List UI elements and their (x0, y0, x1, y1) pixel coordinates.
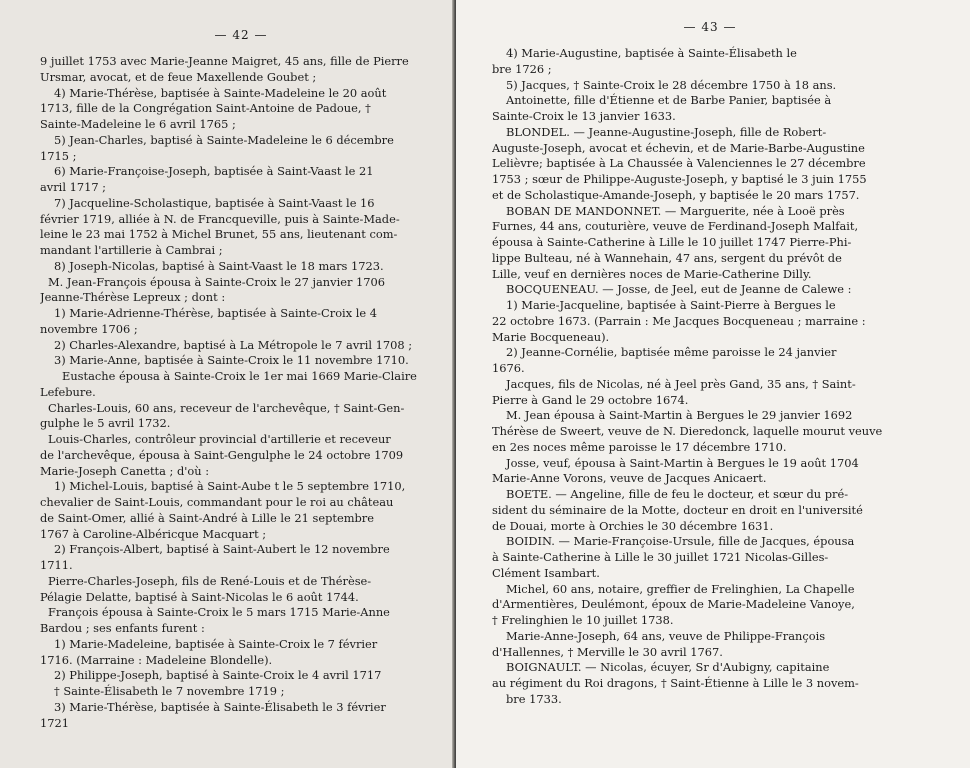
text-line: 1) Marie-Madeleine, baptisée à Sainte-Croix le 7 février (54, 636, 378, 651)
text-line: au régiment du Roi dragons, † Saint-Étienne à Lille le 3 novem- (492, 676, 859, 690)
text-line: sident du séminaire de la Motte, docteur en droit en l'université (492, 502, 863, 517)
text-line: 4) Marie-Thérèse, baptisée à Sainte-Madeleine le 20 août (54, 85, 387, 100)
text-line: 22 octobre 1673. (Parrain : Me Jacques Bocqueneau ; marraine : (492, 313, 866, 328)
text-line: † Frelinghien le 10 juillet 1738. (492, 613, 674, 627)
text-line: Pierre-Charles-Joseph, fils de René-Louis et de Thérèse- (48, 573, 372, 588)
text-line: 2) Jeanne-Cornélie, baptisée même paroisse le 24 janvier (506, 345, 837, 360)
text-line: février 1719, alliée à N. de Francqueville, puis à Sainte-Made- (40, 211, 400, 226)
text-line: Pierre à Gand le 29 octobre 1674. (492, 392, 689, 407)
text-line: 7) Jacqueline-Scholastique, baptisée à Saint-Vaast le 16 (54, 195, 375, 210)
text-line: avril 1717 ; (40, 180, 107, 194)
text-line: 8) Joseph-Nicolas, baptisé à Saint-Vaast le 18 mars 1723. (54, 258, 384, 273)
text-line: 1716. (Marraine : Madeleine Blondelle). (40, 652, 273, 667)
text-line: François épousa à Sainte-Croix le 5 mars 1715 Marie-Anne (48, 605, 390, 620)
text-line: Lefebure. (40, 384, 96, 399)
text-line: Marie-Anne-Joseph, 64 ans, veuve de Philippe-François (506, 628, 826, 643)
text-line: 9 juillet 1753 avec Marie-Jeanne Maigret, 45 ans, fille de Pierre (40, 54, 409, 68)
text-line: gulphe le 5 avril 1732. (40, 416, 171, 431)
text-line: BOBAN DE MANDONNET. — Marguerite, née à Looë près (506, 203, 845, 218)
text-line: Ursmar, avocat, et de feue Maxellende Goubet ; (40, 69, 317, 84)
right-page-text (492, 46, 928, 708)
text-line: Marie Bocqueneau). (492, 329, 610, 344)
text-line: 1715 ; (40, 148, 77, 163)
text-line: lippe Bulteau, né à Wannehain, 47 ans, sergent du prévôt de (492, 250, 842, 265)
text-line: bre 1726 ; (492, 61, 552, 76)
text-line: Josse, veuf, épousa à Saint-Martin à Bergues le 19 août 1704 (506, 455, 859, 470)
text-line: 2) François-Albert, baptisé à Saint-Aubert le 12 novembre (54, 542, 390, 557)
text-line: de l'archevêque, épousa à Saint-Gengulphe le 24 octobre 1709 (40, 447, 404, 462)
left-page-text (40, 54, 442, 731)
text-line: 1711. (40, 558, 73, 572)
text-line: de Douai, morte à Orchies le 30 décembre 1631. (492, 518, 774, 533)
text-line: 1713, fille de la Congrégation Saint-Antoine de Padoue, † (40, 101, 371, 116)
text-line: Louis-Charles, contrôleur provincial d'artillerie et receveur (48, 432, 391, 446)
text-line: Sainte-Madeleine le 6 avril 1765 ; (40, 117, 236, 131)
page-number-left: — 42 — (214, 28, 268, 42)
left-page (0, 0, 456, 768)
text-line: en 2es noces même paroisse le 17 décembre 1710. (492, 439, 787, 454)
text-line: 1767 à Caroline-Albéricque Macquart ; (40, 526, 267, 541)
text-line: Jeanne-Thérèse Lepreux ; dont : (40, 290, 226, 305)
text-line: Clément Isambart. (492, 565, 600, 580)
text-line: 2) Philippe-Joseph, baptisé à Sainte-Croix le 4 avril 1717 (54, 668, 382, 683)
text-line: Furnes, 44 ans, couturière, veuve de Ferdinand-Joseph Malfait, (492, 219, 859, 234)
text-line: Lille, veuf en dernières noces de Marie-Catherine Dilly. (492, 266, 812, 281)
right-page (456, 0, 970, 768)
text-line: Marie-Anne Vorons, veuve de Jacques Anicaert. (492, 471, 767, 486)
text-line: 1) Marie-Adrienne-Thérèse, baptisée à Sainte-Croix le 4 (54, 306, 377, 320)
text-line: 1676. (492, 361, 525, 375)
text-line: BOETE. — Angeline, fille de feu le docteur, et sœur du pré- (506, 487, 849, 501)
text-line: 3) Marie-Thérèse, baptisée à Sainte-Élisabeth le 3 février (54, 699, 386, 714)
text-line: leine le 23 mai 1752 à Michel Brunet, 55 ans, lieutenant com- (40, 227, 398, 242)
text-line: 3) Marie-Anne, baptisée à Sainte-Croix le 11 novembre 1710. (54, 353, 409, 368)
text-line: Pélagie Delatte, baptisé à Saint-Nicolas le 6 août 1744. (40, 589, 359, 604)
text-line: † Sainte-Élisabeth le 7 novembre 1719 ; (54, 684, 285, 698)
text-line: 4) Marie-Augustine, baptisée à Sainte-Élisabeth le (506, 46, 797, 60)
text-line: Sainte-Croix le 13 janvier 1633. (492, 109, 676, 123)
text-line: 5) Jacques, † Sainte-Croix le 28 décembre 1750 à 18 ans. (506, 77, 837, 92)
text-line: bre 1733. (506, 691, 562, 706)
text-line: et de Scholastique-Amande-Joseph, y baptisée le 20 mars 1757. (492, 187, 860, 202)
text-line: M. Jean épousa à Saint-Martin à Bergues le 29 janvier 1692 (506, 408, 853, 423)
text-line: 1753 ; sœur de Philippe-Auguste-Joseph, y baptisé le 3 juin 1755 (492, 172, 867, 186)
text-line: BOIDIN. — Marie-Françoise-Ursule, fille de Jacques, épousa (506, 534, 855, 549)
text-line: à Sainte-Catherine à Lille le 30 juillet 1721 Nicolas-Gilles- (492, 550, 829, 564)
text-line: M. Jean-François épousa à Sainte-Croix le 27 janvier 1706 (48, 274, 386, 289)
text-line: d'Armentières, Deulémont, époux de Marie-Madeleine Vanoye, (492, 597, 855, 612)
text-line: Auguste-Joseph, avocat et échevin, et de Marie-Barbe-Augustine (492, 140, 865, 155)
text-line: Bardou ; ses enfants furent : (40, 621, 205, 635)
text-line: de Saint-Omer, allié à Saint-André à Lille le 21 septembre (40, 510, 374, 525)
text-line: 5) Jean-Charles, baptisé à Sainte-Madeleine le 6 décembre (54, 132, 394, 147)
text-line: chevalier de Saint-Louis, commandant pour le roi au château (40, 495, 394, 509)
text-line: d'Hallennes, † Merville le 30 avril 1767. (492, 644, 723, 659)
text-line: 6) Marie-Françoise-Joseph, baptisée à Saint-Vaast le 21 (54, 164, 374, 179)
text-line: Charles-Louis, 60 ans, receveur de l'archevêque, † Saint-Gen- (48, 400, 405, 415)
text-line: Jacques, fils de Nicolas, né à Jeel près Gand, 35 ans, † Saint- (506, 376, 856, 391)
text-line: BLONDEL. — Jeanne-Augustine-Joseph, fille de Robert- (506, 124, 827, 139)
text-line: Antoinette, fille d'Étienne et de Barbe Panier, baptisée à (506, 93, 832, 108)
text-line: BOIGNAULT. — Nicolas, écuyer, Sr d'Aubigny, capitaine (506, 660, 830, 675)
text-line: Lelièvre; baptisée à La Chaussée à Valenciennes le 27 décembre (492, 156, 866, 171)
text-line: 2) Charles-Alexandre, baptisé à La Métropole le 7 avril 1708 ; (54, 337, 413, 352)
text-line: 1721 (40, 715, 69, 730)
text-line: Thérèse de Sweert, veuve de N. Dieredonck, laquelle mourut veuve (492, 424, 883, 438)
text-line: 1) Marie-Jacqueline, baptisée à Saint-Pierre à Bergues le (506, 298, 836, 312)
text-line: 1) Michel-Louis, baptisé à Saint-Aube t le 5 septembre 1710, (54, 479, 406, 494)
text-line: BOCQUENEAU. — Josse, de Jeel, eut de Jeanne de Calewe : (506, 282, 852, 297)
page-number-right: — 43 — (683, 20, 737, 34)
text-line: Michel, 60 ans, notaire, greffier de Frelinghien, La Chapelle (506, 581, 855, 596)
text-line: Marie-Joseph Canetta ; d'où : (40, 463, 210, 478)
text-line: Eustache épousa à Sainte-Croix le 1er mai 1669 Marie-Claire (62, 369, 417, 383)
text-line: mandant l'artillerie à Cambrai ; (40, 243, 223, 257)
text-line: novembre 1706 ; (40, 321, 138, 336)
text-line: épousa à Sainte-Catherine à Lille le 10 juillet 1747 Pierre-Phi- (492, 235, 852, 249)
